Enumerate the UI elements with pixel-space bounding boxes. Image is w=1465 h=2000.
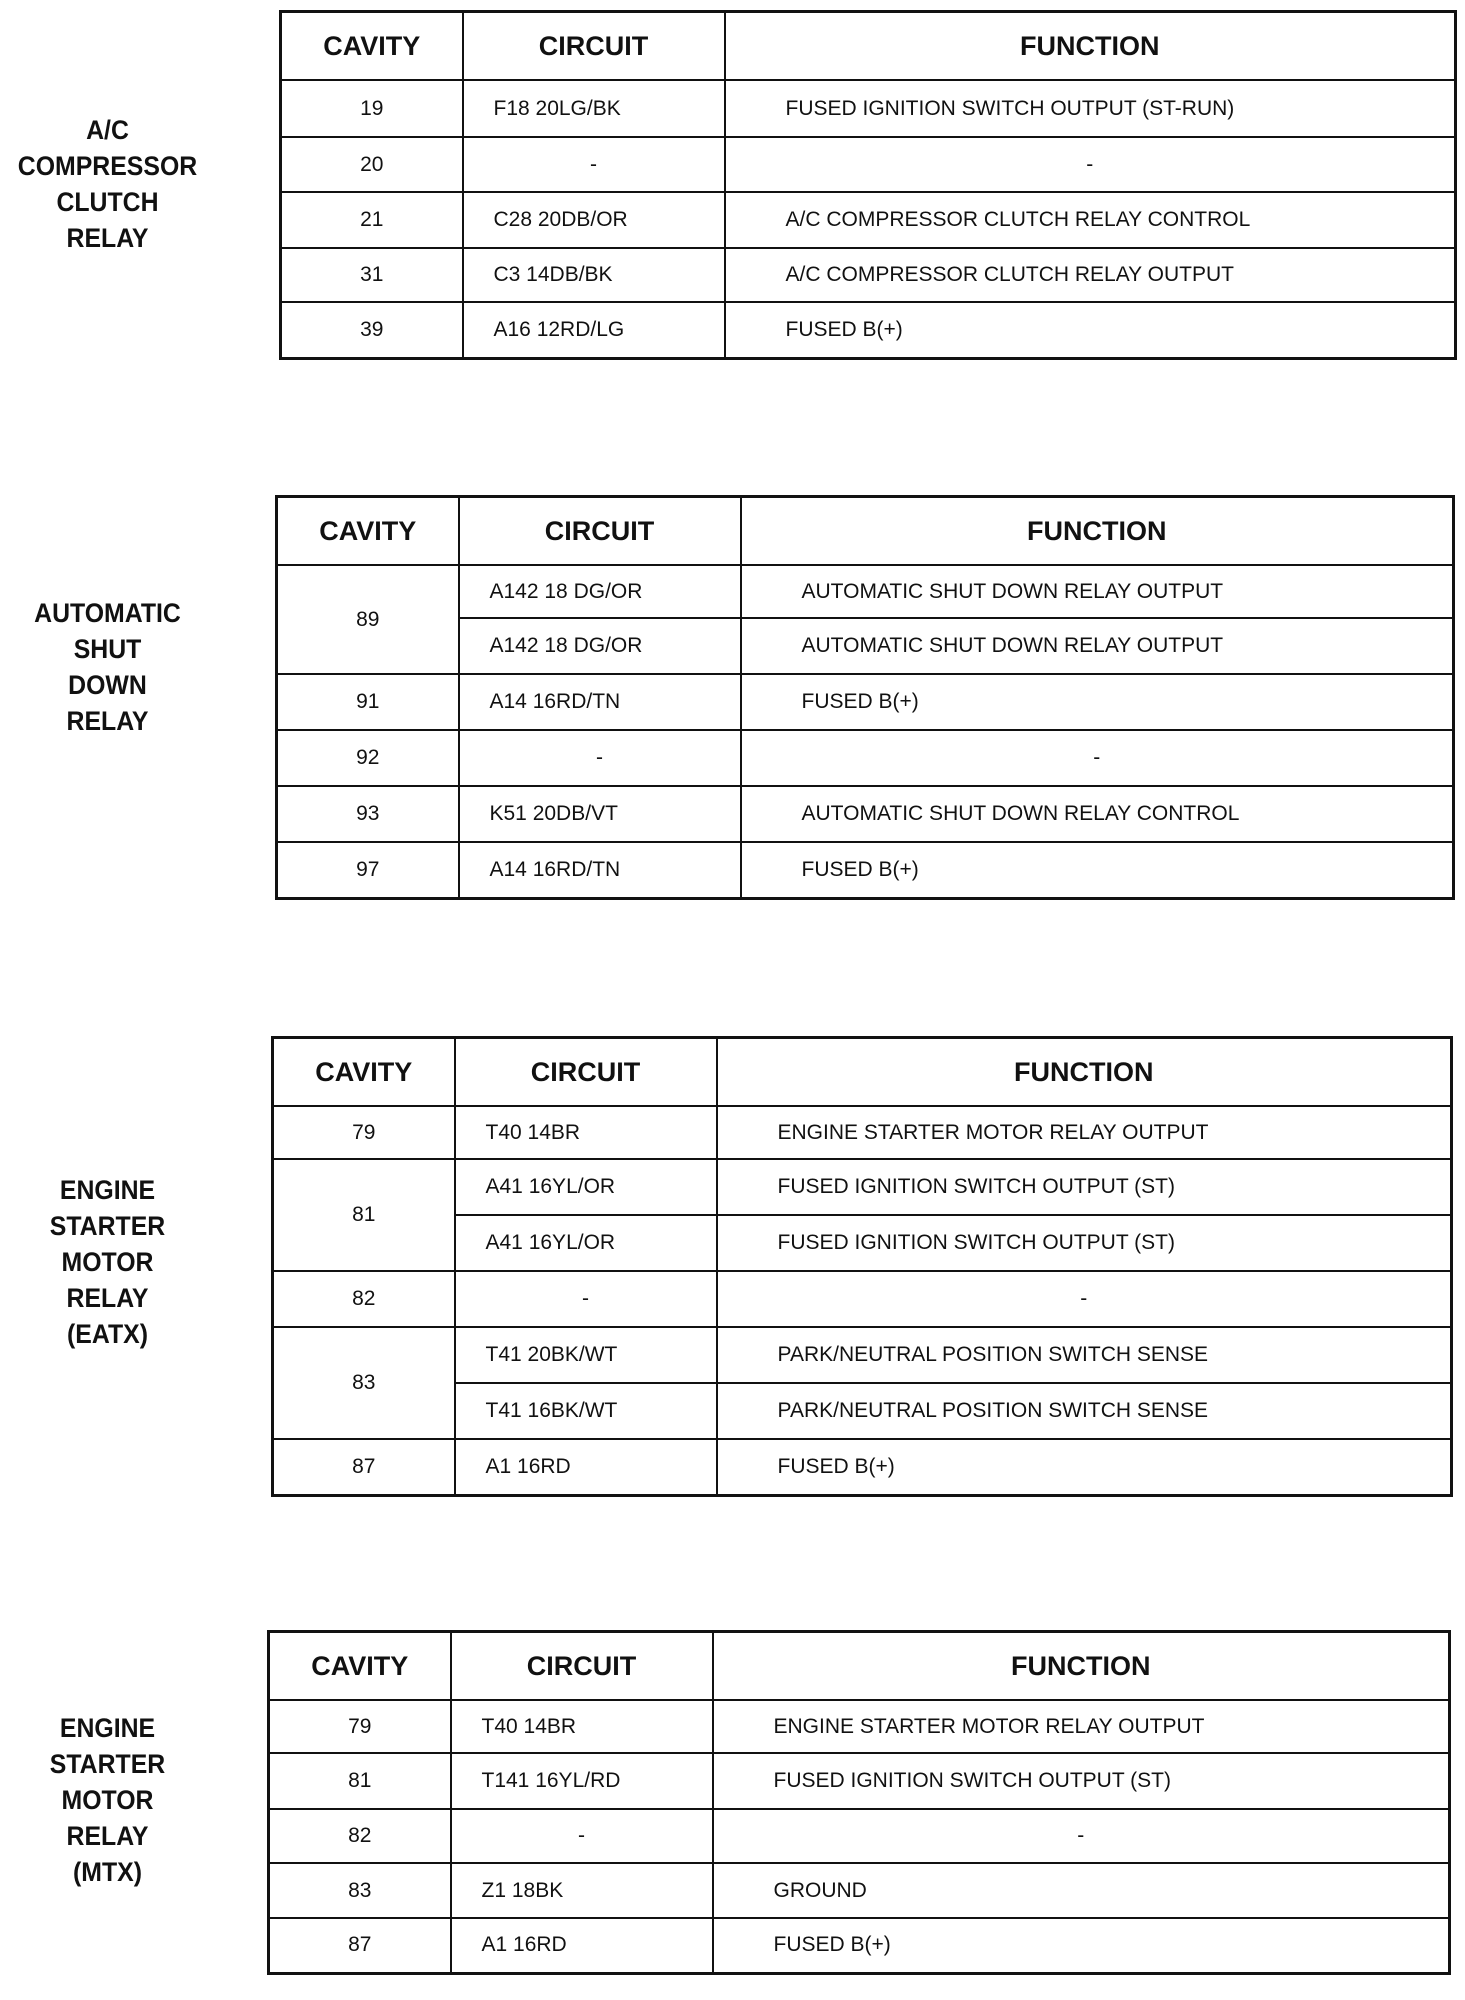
table-row [269, 1753, 1450, 1809]
table-row [269, 1700, 1450, 1753]
cavity-table [279, 10, 1457, 360]
relay-label [9, 1710, 207, 1890]
function-cell: - [717, 1271, 1452, 1327]
relay-label-line: STARTER [49, 1749, 166, 1779]
circuit-cell: A1 16RD [455, 1439, 717, 1495]
relay-label [9, 595, 207, 739]
function-cell: - [713, 1809, 1450, 1863]
table-row [273, 1439, 1452, 1495]
header-cavity: CAVITY [281, 12, 463, 81]
header-circuit: CIRCUIT [459, 497, 741, 566]
cavity-cell: 81 [273, 1159, 455, 1271]
circuit-cell: A14 16RD/TN [459, 674, 741, 730]
header-circuit: CIRCUIT [455, 1038, 717, 1107]
table-row [269, 1863, 1450, 1918]
cavity-cell: 79 [269, 1700, 451, 1753]
function-cell: FUSED B(+) [725, 302, 1456, 358]
circuit-cell: - [459, 730, 741, 786]
function-cell: FUSED B(+) [713, 1918, 1450, 1973]
function-cell: A/C COMPRESSOR CLUTCH RELAY CONTROL [725, 192, 1456, 248]
cavity-cell: 79 [273, 1106, 455, 1159]
table-header-row [277, 497, 1454, 566]
table-header-row [269, 1632, 1450, 1701]
cavity-cell: 31 [281, 248, 463, 302]
function-cell: AUTOMATIC SHUT DOWN RELAY OUTPUT [741, 618, 1454, 674]
function-cell: A/C COMPRESSOR CLUTCH RELAY OUTPUT [725, 248, 1456, 302]
circuit-cell: T41 20BK/WT [455, 1327, 717, 1383]
cavity-cell: 91 [277, 674, 459, 730]
table-row [269, 1918, 1450, 1973]
table-row [281, 80, 1456, 137]
cavity-cell: 82 [273, 1271, 455, 1327]
cavity-cell: 89 [277, 565, 459, 674]
header-cavity: CAVITY [269, 1632, 451, 1701]
relay-label-line: ENGINE [59, 1175, 156, 1205]
relay-label-line: ENGINE [59, 1713, 156, 1743]
table-row [277, 842, 1454, 898]
cavity-cell: 82 [269, 1809, 451, 1863]
header-circuit: CIRCUIT [451, 1632, 713, 1701]
relay-label-line: CLUTCH [56, 187, 159, 217]
relay-label-line: COMPRESSOR [17, 151, 198, 181]
circuit-cell: A142 18 DG/OR [459, 565, 741, 618]
cavity-table [267, 1630, 1451, 1975]
relay-label [9, 1172, 207, 1352]
circuit-cell: T141 16YL/RD [451, 1753, 713, 1809]
circuit-cell: A41 16YL/OR [455, 1215, 717, 1271]
circuit-cell: K51 20DB/VT [459, 786, 741, 842]
circuit-cell: - [451, 1809, 713, 1863]
table-row [277, 674, 1454, 730]
function-cell: - [741, 730, 1454, 786]
function-cell: - [725, 137, 1456, 192]
circuit-cell: A14 16RD/TN [459, 842, 741, 898]
table-row [281, 137, 1456, 192]
cavity-cell: 19 [281, 80, 463, 137]
function-cell: PARK/NEUTRAL POSITION SWITCH SENSE [717, 1383, 1452, 1439]
header-cavity: CAVITY [273, 1038, 455, 1107]
circuit-cell: A142 18 DG/OR [459, 618, 741, 674]
relay-label-line: (EATX) [67, 1319, 148, 1349]
cavity-cell: 87 [269, 1918, 451, 1973]
cavity-table [271, 1036, 1453, 1497]
relay-label-line: AUTOMATIC [34, 598, 181, 628]
cavity-cell: 83 [273, 1327, 455, 1439]
relay-label-line: SHUT [73, 634, 142, 664]
cavity-table [275, 495, 1455, 900]
circuit-cell: F18 20LG/BK [463, 80, 725, 137]
relay-label-line: DOWN [68, 670, 147, 700]
function-cell: FUSED IGNITION SWITCH OUTPUT (ST) [713, 1753, 1450, 1809]
function-cell: AUTOMATIC SHUT DOWN RELAY CONTROL [741, 786, 1454, 842]
circuit-cell: - [455, 1271, 717, 1327]
table-row [277, 730, 1454, 786]
circuit-cell: T40 14BR [451, 1700, 713, 1753]
circuit-cell: - [463, 137, 725, 192]
cavity-cell: 97 [277, 842, 459, 898]
header-circuit: CIRCUIT [463, 12, 725, 81]
table-header-row [273, 1038, 1452, 1107]
relay-label-line: MOTOR [61, 1247, 154, 1277]
relay-label-line: RELAY [66, 223, 149, 253]
function-cell: PARK/NEUTRAL POSITION SWITCH SENSE [717, 1327, 1452, 1383]
circuit-cell: A16 12RD/LG [463, 302, 725, 358]
function-cell: FUSED IGNITION SWITCH OUTPUT (ST-RUN) [725, 80, 1456, 137]
table-row [277, 786, 1454, 842]
table-row [281, 302, 1456, 358]
header-function: FUNCTION [741, 497, 1454, 566]
table-row [281, 192, 1456, 248]
relay-label-line: STARTER [49, 1211, 166, 1241]
relay-label-line: A/C [86, 115, 129, 145]
cavity-cell: 39 [281, 302, 463, 358]
relay-label-line: RELAY [66, 706, 149, 736]
circuit-cell: Z1 18BK [451, 1863, 713, 1918]
table-row [273, 1106, 1452, 1159]
circuit-cell: A1 16RD [451, 1918, 713, 1973]
table-row [273, 1271, 1452, 1327]
relay-label [9, 112, 207, 256]
function-cell: GROUND [713, 1863, 1450, 1918]
function-cell: FUSED IGNITION SWITCH OUTPUT (ST) [717, 1159, 1452, 1215]
circuit-cell: C3 14DB/BK [463, 248, 725, 302]
function-cell: FUSED B(+) [741, 674, 1454, 730]
cavity-cell: 87 [273, 1439, 455, 1495]
cavity-cell: 92 [277, 730, 459, 786]
function-cell: ENGINE STARTER MOTOR RELAY OUTPUT [717, 1106, 1452, 1159]
relay-label-line: (MTX) [73, 1857, 142, 1887]
function-cell: FUSED B(+) [741, 842, 1454, 898]
circuit-cell: T41 16BK/WT [455, 1383, 717, 1439]
relay-label-line: MOTOR [61, 1785, 154, 1815]
table-row [281, 248, 1456, 302]
circuit-cell: A41 16YL/OR [455, 1159, 717, 1215]
function-cell: FUSED IGNITION SWITCH OUTPUT (ST) [717, 1215, 1452, 1271]
header-function: FUNCTION [717, 1038, 1452, 1107]
table-row [273, 1327, 1452, 1383]
relay-label-line: RELAY [66, 1821, 149, 1851]
cavity-cell: 81 [269, 1753, 451, 1809]
header-function: FUNCTION [713, 1632, 1450, 1701]
cavity-cell: 20 [281, 137, 463, 192]
table-row [273, 1159, 1452, 1215]
relay-label-line: RELAY [66, 1283, 149, 1313]
cavity-cell: 83 [269, 1863, 451, 1918]
cavity-cell: 21 [281, 192, 463, 248]
table-row [269, 1809, 1450, 1863]
function-cell: FUSED B(+) [717, 1439, 1452, 1495]
function-cell: ENGINE STARTER MOTOR RELAY OUTPUT [713, 1700, 1450, 1753]
function-cell: AUTOMATIC SHUT DOWN RELAY OUTPUT [741, 565, 1454, 618]
circuit-cell: C28 20DB/OR [463, 192, 725, 248]
header-function: FUNCTION [725, 12, 1456, 81]
circuit-cell: T40 14BR [455, 1106, 717, 1159]
cavity-cell: 93 [277, 786, 459, 842]
header-cavity: CAVITY [277, 497, 459, 566]
table-row [277, 565, 1454, 618]
table-header-row [281, 12, 1456, 81]
